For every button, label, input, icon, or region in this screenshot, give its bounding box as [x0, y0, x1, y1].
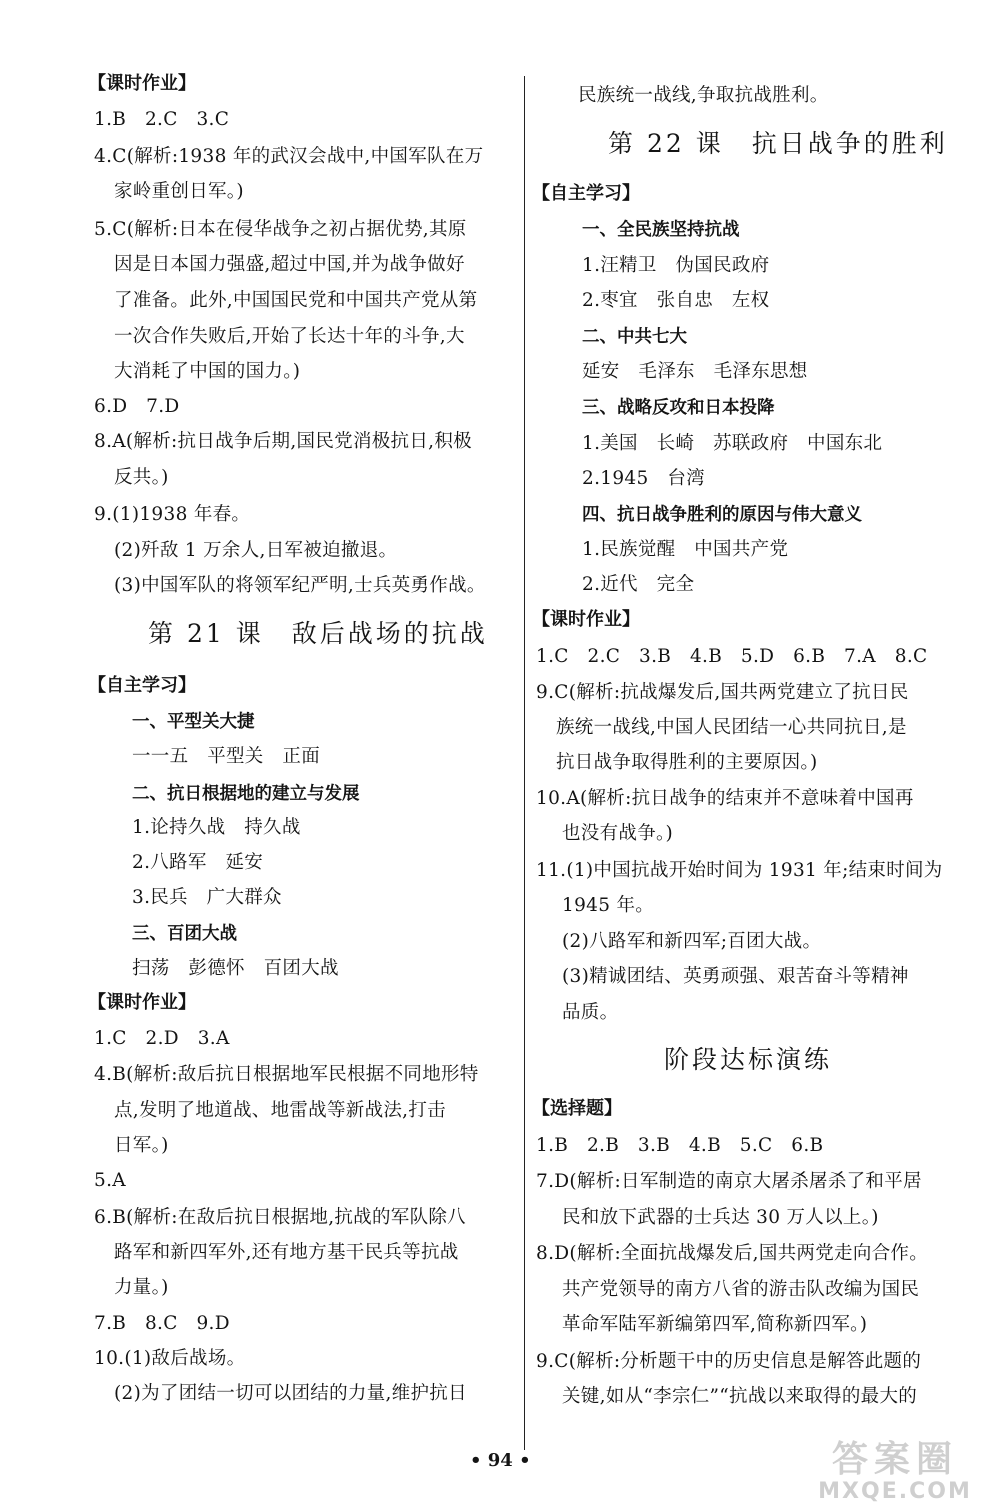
- answer-line: 力量。): [114, 1277, 169, 1298]
- lesson-22-title: 第 22 课 抗日战争的胜利: [608, 129, 948, 158]
- answer-line: 9.C(解析:分析题干中的历史信息是解答此题的: [536, 1351, 922, 1372]
- answer-line: 2.1945 台湾: [582, 468, 705, 489]
- answer-line: 6.B(解析:在敌后抗日根据地,抗战的军队除八: [94, 1207, 466, 1228]
- answer-line: 了准备。此外,中国国民党和中国共产党从第: [114, 290, 478, 311]
- answer-line: 民族统一战线,争取抗战胜利。: [578, 85, 829, 106]
- answer-line: 10.A(解析:抗日战争的结束并不意味着中国再: [536, 788, 914, 809]
- answer-line: 1945 年。: [562, 895, 655, 916]
- answer-line: 2.八路军 延安: [132, 852, 264, 873]
- section-header-self-study: 【自主学习】: [532, 183, 640, 204]
- answer-line: 反共。): [114, 467, 169, 488]
- answer-line: 一次合作失败后,开始了长达十年的斗争,大: [114, 326, 465, 347]
- answer-line: 1.美国 长崎 苏联政府 中国东北: [582, 433, 883, 454]
- answer-line: 因是日本国力强盛,超过中国,并为战争做好: [114, 254, 465, 275]
- answer-line: 10.(1)敌后战场。: [94, 1348, 246, 1369]
- subsection-title: 三、战略反攻和日本投降: [582, 398, 775, 418]
- answer-line: 7.B 8.C 9.D: [94, 1313, 230, 1334]
- answer-line: 1.民族觉醒 中国共产党: [582, 539, 789, 560]
- subsection-title: 四、抗日战争胜利的原因与伟大意义: [582, 505, 862, 525]
- answer-line: 1.汪精卫 伪国民政府: [582, 255, 770, 276]
- column-divider: [524, 76, 525, 1450]
- section-header-choice: 【选择题】: [532, 1098, 622, 1119]
- section-header-homework: 【课时作业】: [88, 73, 196, 94]
- subsection-title: 三、百团大战: [132, 924, 237, 944]
- answer-line: 族统一战线,中国人民团结一心共同抗日,是: [556, 717, 907, 738]
- answer-line: (2)为了团结一切可以团结的力量,维护抗日: [114, 1383, 467, 1404]
- answer-line: 1.C 2.C 3.B 4.B 5.D 6.B 7.A 8.C: [536, 646, 928, 667]
- answer-line: (2)八路军和新四军;百团大战。: [562, 931, 822, 952]
- answer-line: 扫荡 彭德怀 百团大战: [132, 958, 339, 979]
- answer-line: 路军和新四军外,还有地方基干民兵等抗战: [114, 1242, 459, 1263]
- answer-line: 8.D(解析:全面抗战爆发后,国共两党走向合作。: [536, 1243, 929, 1264]
- answer-line: 1.C 2.D 3.A: [94, 1028, 230, 1049]
- answer-line: 7.D(解析:日军制造的南京大屠杀屠杀了和平居: [536, 1171, 922, 1192]
- answer-line: 2.近代 完全: [582, 574, 695, 595]
- answer-line: 一一五 平型关 正面: [132, 746, 321, 767]
- page-number: • 94 •: [470, 1450, 531, 1471]
- subsection-title: 二、抗日根据地的建立与发展: [132, 784, 360, 804]
- answer-line: 9.C(解析:抗战爆发后,国共两党建立了抗日民: [536, 682, 909, 703]
- answer-line: 1.论持久战 持久战: [132, 817, 301, 838]
- answer-line: 抗日战争取得胜利的主要原因。): [556, 752, 818, 773]
- answer-line: 关键,如从“李宗仁”“抗战以来取得的最大的: [562, 1386, 918, 1407]
- answer-line: 8.A(解析:抗日战争后期,国民党消极抗日,积极: [94, 431, 472, 452]
- answer-line: 也没有战争。): [562, 823, 674, 844]
- watermark-text: 答案圈: [831, 1439, 958, 1480]
- answer-line: 2.枣宜 张自忠 左权: [582, 290, 770, 311]
- watermark-logo: [800, 1440, 990, 1508]
- answer-line: 1.B 2.C 3.C: [94, 109, 230, 130]
- answer-line: 5.C(解析:日本在侵华战争之初占据优势,其原: [94, 219, 467, 240]
- watermark-url: MXQE.COM: [818, 1479, 972, 1504]
- stage-practice-title: 阶段达标演练: [664, 1045, 833, 1074]
- answer-line: 点,发明了地道战、地雷战等新战法,打击: [114, 1100, 446, 1121]
- subsection-title: 一、平型关大捷: [132, 712, 255, 732]
- answer-line: 家岭重创日军。): [114, 181, 244, 202]
- answer-line: 5.A: [94, 1170, 126, 1191]
- answer-line: 大消耗了中国的国力。): [114, 361, 301, 382]
- answer-line: 6.D 7.D: [94, 396, 180, 417]
- answer-line: 品质。: [562, 1002, 619, 1023]
- answer-line: (2)歼敌 1 万余人,日军被迫撤退。: [114, 540, 398, 561]
- answer-line: 民和放下武器的士兵达 30 万人以上。): [562, 1207, 879, 1228]
- answer-line: 日军。): [114, 1135, 169, 1156]
- answer-line: (3)精诚团结、英勇顽强、艰苦奋斗等精神: [562, 966, 909, 987]
- answer-line: 4.C(解析:1938 年的武汉会战中,中国军队在万: [94, 146, 484, 167]
- answer-line: 革命军陆军新编第四军,简称新四军。): [562, 1314, 868, 1335]
- answer-line: 4.B(解析:敌后抗日根据地军民根据不同地形特: [94, 1064, 479, 1085]
- answer-line: 11.(1)中国抗战开始时间为 1931 年;结束时间为: [536, 860, 943, 881]
- answer-line: 3.民兵 广大群众: [132, 887, 282, 908]
- section-header-homework: 【课时作业】: [88, 992, 196, 1013]
- answer-line: 共产党领导的南方八省的游击队改编为国民: [562, 1279, 920, 1300]
- section-header-self-study: 【自主学习】: [88, 675, 196, 696]
- subsection-title: 二、中共七大: [582, 327, 687, 347]
- lesson-21-title: 第 21 课 敌后战场的抗战: [148, 619, 488, 648]
- answer-line: (3)中国军队的将领军纪严明,士兵英勇作战。: [114, 575, 486, 596]
- answer-line: 1.B 2.B 3.B 4.B 5.C 6.B: [536, 1135, 824, 1156]
- subsection-title: 一、全民族坚持抗战: [582, 220, 740, 240]
- answer-line: 延安 毛泽东 毛泽东思想: [582, 361, 808, 382]
- answer-line: 9.(1)1938 年春。: [94, 504, 251, 525]
- section-header-homework: 【课时作业】: [532, 609, 640, 630]
